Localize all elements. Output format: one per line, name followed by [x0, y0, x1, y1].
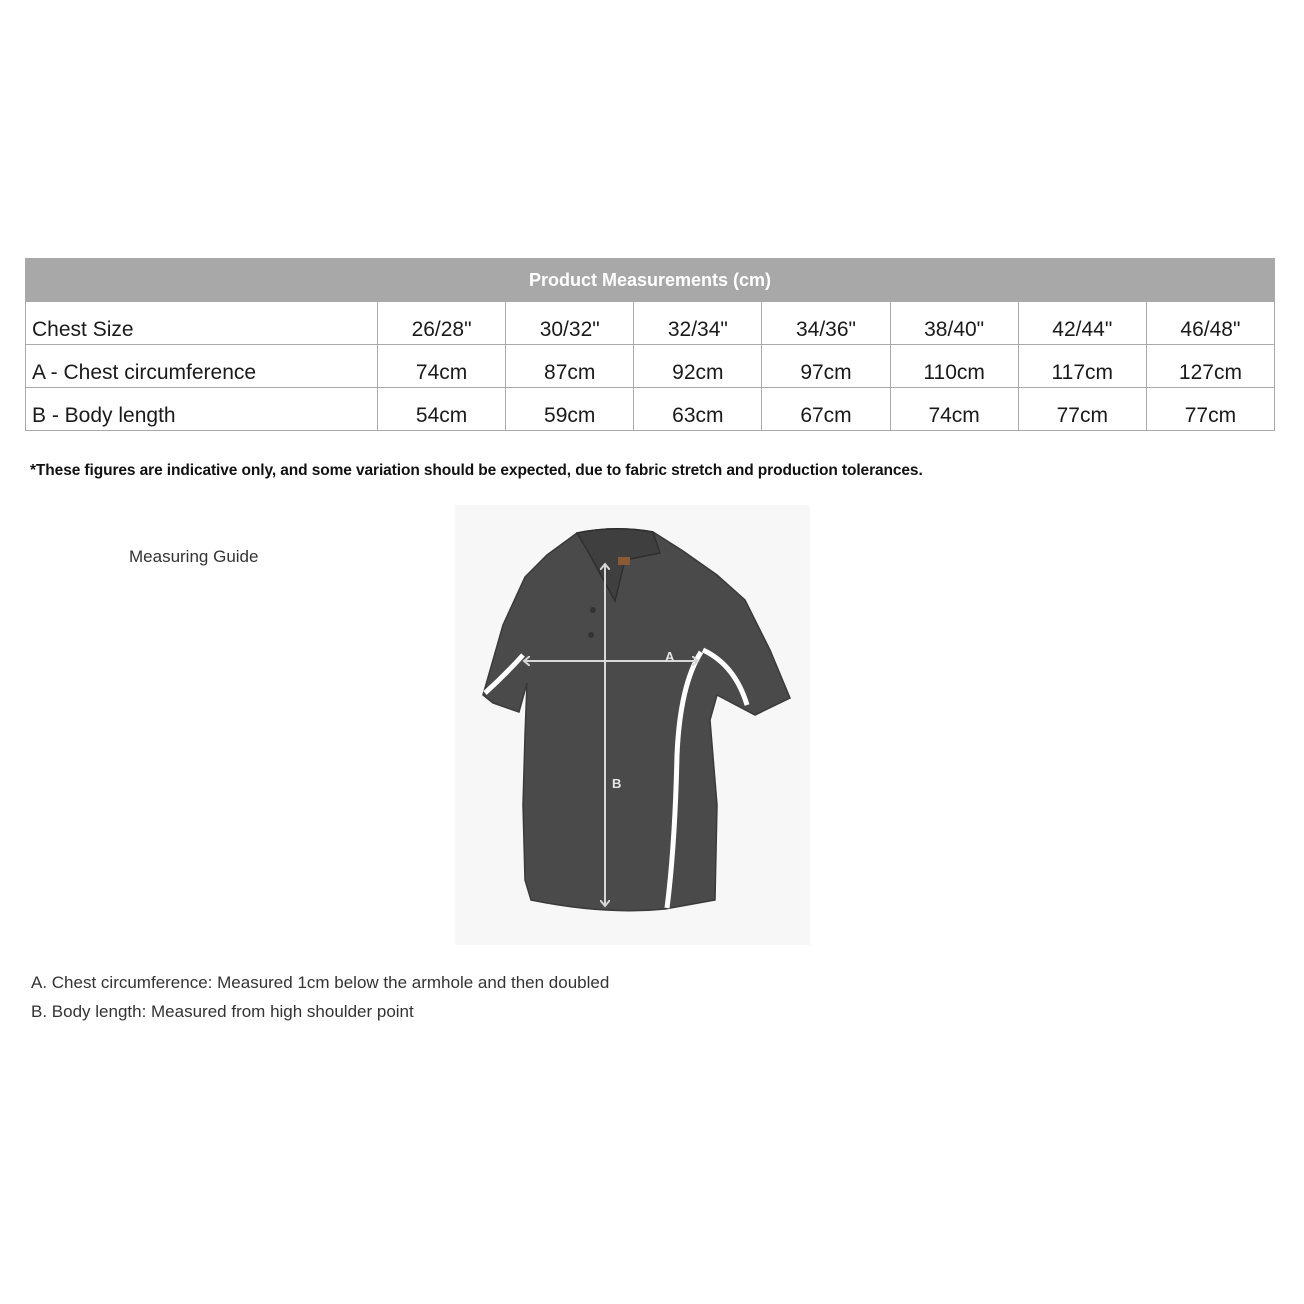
table-cell: 34/36": [762, 302, 890, 345]
disclaimer-note: *These figures are indicative only, and some variation should be expected, due to fabric stretch and production tolerances.: [30, 462, 923, 479]
table-title: Product Measurements (cm): [26, 259, 1275, 302]
table-cell: 26/28": [378, 302, 506, 345]
table-row-chest-size: [26, 302, 1275, 345]
table-cell: 77cm: [1146, 388, 1274, 431]
table-cell: 46/48": [1146, 302, 1274, 345]
table-cell: 63cm: [634, 388, 762, 431]
table-cell: 117cm: [1018, 345, 1146, 388]
table-cell: 74cm: [378, 345, 506, 388]
table-cell: 38/40": [890, 302, 1018, 345]
measuring-guide-title: Measuring Guide: [129, 547, 259, 566]
caption-body-length: B. Body length: Measured from high shoulder point: [31, 1002, 414, 1021]
label-b: B: [612, 776, 622, 791]
caption-chest-circumference: A. Chest circumference: Measured 1cm below the armhole and then doubled: [31, 973, 610, 992]
table-cell: 32/34": [634, 302, 762, 345]
table-row-body-length: [26, 388, 1275, 431]
table-cell: 92cm: [634, 345, 762, 388]
table-cell: 77cm: [1018, 388, 1146, 431]
table-cell: 67cm: [762, 388, 890, 431]
row-label: A - Chest circumference: [26, 345, 378, 388]
row-label: B - Body length: [26, 388, 378, 431]
table-cell: 97cm: [762, 345, 890, 388]
table-row-chest-circumference: [26, 345, 1275, 388]
table-cell: 87cm: [506, 345, 634, 388]
table-cell: 30/32": [506, 302, 634, 345]
polo-shirt-diagram: [455, 505, 810, 945]
table-cell: 59cm: [506, 388, 634, 431]
label-a: A: [665, 649, 675, 664]
table-cell: 42/44": [1018, 302, 1146, 345]
shirt-body: [483, 529, 790, 911]
table-cell: 54cm: [378, 388, 506, 431]
table-cell: 110cm: [890, 345, 1018, 388]
table-cell: 74cm: [890, 388, 1018, 431]
table-cell: 127cm: [1146, 345, 1274, 388]
size-chart-table: [25, 258, 1275, 431]
row-label: Chest Size: [26, 302, 378, 345]
